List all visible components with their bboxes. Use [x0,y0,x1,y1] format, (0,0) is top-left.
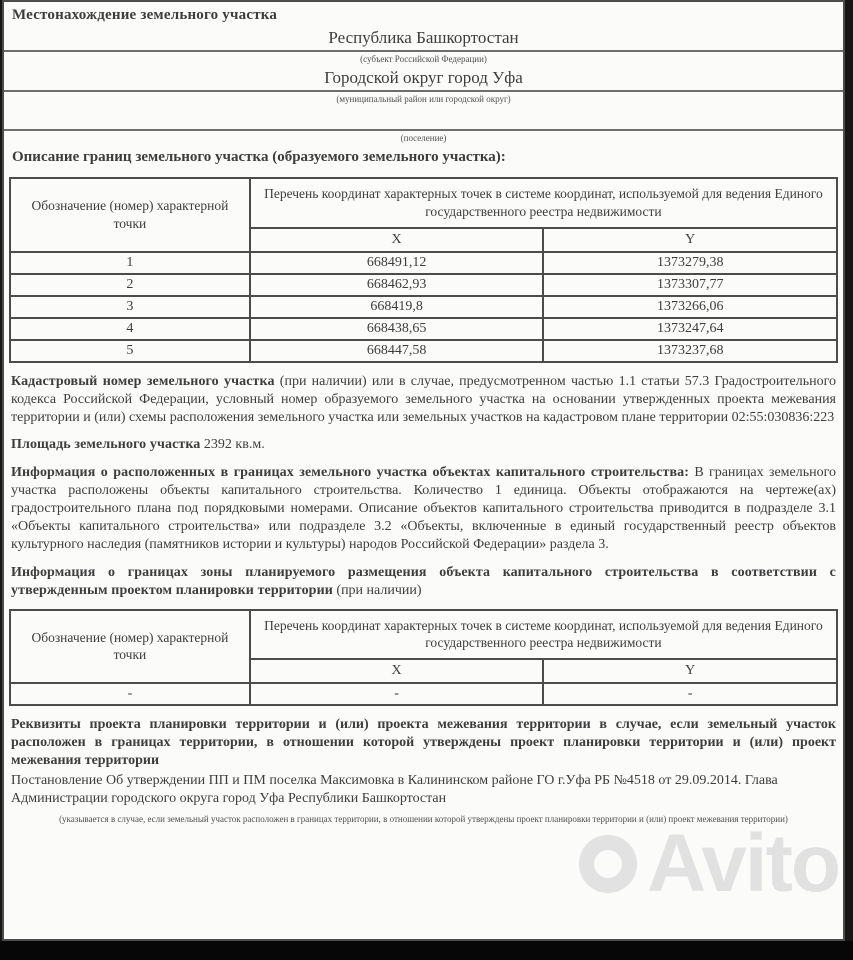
bottom-letterbox-bar [0,941,853,960]
subject-field-value: Республика Башкортостан [4,24,843,52]
y-axis-header: Y [543,228,837,252]
point-cell: 2 [10,274,250,296]
y-cell: 1373237,68 [543,340,837,362]
land-plot-document-page [2,0,845,941]
capital-objects-label: Информация о расположенных в границах земельного участка объектах капитального строительства: [11,464,689,480]
x-cell: 668491,12 [250,252,544,274]
requisites-caption: (указывается в случае, если земельный участок расположен в границах территории, в отношении которой утверждены проект планировки территории и (или) проект межевания территории) [59,813,788,824]
planning-zone-paragraph [11,564,836,600]
resolution-text: Постановление Об утверждении ПП и ПМ поселка Максимовка в Калининском районе ГО г.Уфа РБ №4518 от 29.09.2014. Глава Администрации городского округа город Уфа Республики Башкортостан [11,772,778,806]
x-cell: 668447,58 [250,340,544,362]
table-row [10,318,837,340]
table-row [10,296,837,318]
area-value: 2392 кв.м. [200,436,265,452]
boundaries-heading: Описание границ земельного участка (образуемого земельного участка): [12,149,506,166]
coords-list-header: Перечень координат характерных точек в системе координат, используемой для ведения Единого государственного реестра недвижимости [250,178,837,227]
cadastral-number-text: (при наличии) или в случае, предусмотренном частью 1.1 статьи 57.3 Градостроительного кодекса Российской Федерации, условный номер образуемого земельного участка на основании утвержденных проекта межевания территории и (или) схемы расположения земельного участка или земельных участков на кадастровом плане территории 02:55:030836:223 [11,373,836,425]
table-header-row [10,610,837,659]
cadastral-number-paragraph [11,373,836,427]
settlement-field-caption: (поселение) [400,132,447,143]
avito-watermark [579,817,839,911]
table-header-row [10,178,837,227]
avito-logo-icon [579,835,637,893]
table-row [10,683,837,705]
capital-objects-paragraph [11,464,836,554]
location-heading: Местонахождение земельного участка [12,7,278,23]
table-row [10,340,837,362]
capital-objects-text: В границах земельного участка расположены объекты капитального строительства. Количество 1 единица. Объекты отображаются на чертеже(ах) градостроительного плана под порядковыми номерами. Описание объектов капитального строительства приводится в подразделе 3.1 «Объекты капитального строительства» или подразделе 3.2 «Объекты, включенные в единый государственный реестр объектов культурного наследия (памятников истории и культуры) народов Российской Федерации» раздела 3. [11,464,836,552]
planning-zone-suffix: (при наличии) [332,582,422,598]
subject-field-caption: (субъект Российской Федерации) [360,53,487,64]
point-number-header: Обозначение (номер) характерной точки [10,610,250,683]
x-cell: 668462,93 [250,274,544,296]
point-cell: 1 [10,252,250,274]
y-axis-header: Y [543,659,837,683]
municipality-field-value: Городской округ город Уфа [4,64,843,92]
point-cell: 3 [10,296,250,318]
cadastral-number-label: Кадастровый номер земельного участка [11,373,275,389]
x-cell: - [250,683,544,705]
point-number-header: Обозначение (номер) характерной точки [10,178,250,251]
coordinates-table [9,177,838,362]
x-axis-header: X [250,228,544,252]
planning-zone-table [9,609,838,706]
x-cell: 668438,65 [250,318,544,340]
point-cell: 5 [10,340,250,362]
municipality-field-caption: (муниципальный район или городской округ) [336,93,511,104]
point-cell: - [10,683,250,705]
coords-list-header: Перечень координат характерных точек в системе координат, используемой для ведения Единого государственного реестра недвижимости [250,610,837,659]
area-label: Площадь земельного участка [11,436,201,452]
area-paragraph [11,436,836,454]
y-cell: 1373279,38 [543,252,837,274]
y-cell: 1373307,77 [543,274,837,296]
avito-watermark-text: Avito [647,818,839,909]
x-axis-header: X [250,659,544,683]
y-cell: - [543,683,837,705]
table-row [10,252,837,274]
table-row [10,274,837,296]
requisites-heading: Реквизиты проекта планировки территории и (или) проекта межевания территории в случае, если земельный участок расположен в границах территории, в отношении которой утверждены проект планировки территории и (или) проект межевания территории [11,716,836,768]
point-cell: 4 [10,318,250,340]
settlement-field-value [4,105,843,131]
y-cell: 1373266,06 [543,296,837,318]
x-cell: 668419,8 [250,296,544,318]
planning-zone-label: Информация о границах зоны планируемого размещения объекта капитального строительства в соответствии с утвержденным проектом планировки территории [11,564,836,598]
y-cell: 1373247,64 [543,318,837,340]
